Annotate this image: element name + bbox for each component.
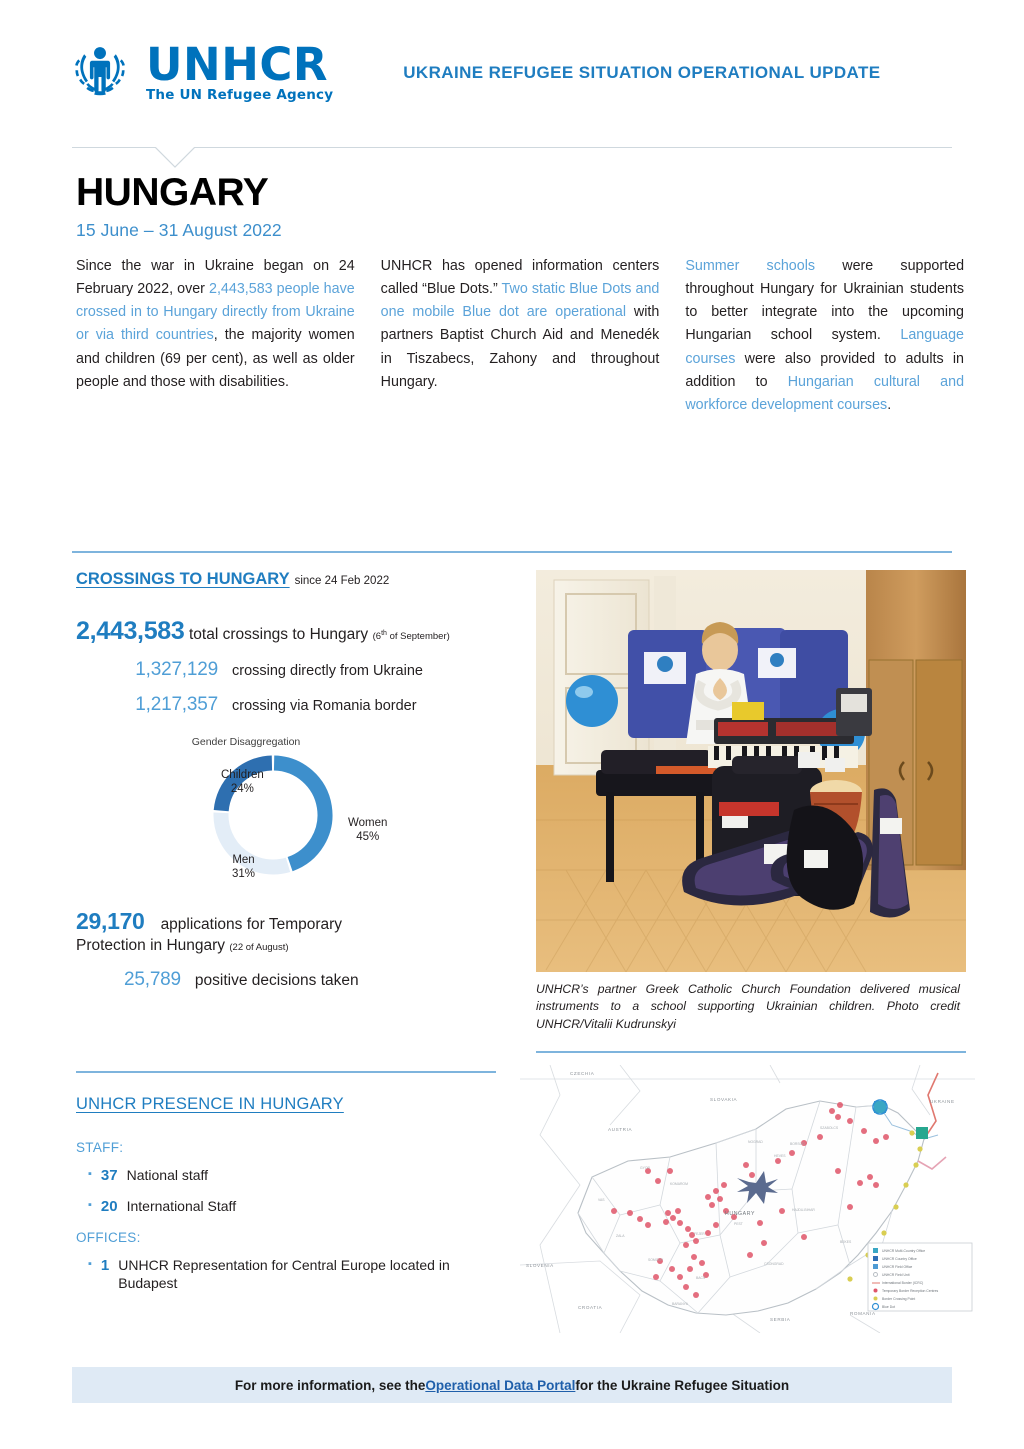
tp-applications-asof: (22 of August)	[229, 942, 289, 953]
intro-highlight-run: Summer schools	[685, 258, 816, 274]
tp-applications-label: applications for Temporary	[160, 916, 343, 933]
presence-divider	[76, 1071, 496, 1073]
intro-text-run: were supported throughout Hungary for Ukrainian students to better integrate into the upcoming Hungarian school system.	[685, 258, 965, 344]
temporary-protection-block	[76, 908, 496, 991]
section-divider-right	[536, 1051, 966, 1053]
svg-text:HUNGARY: HUNGARY	[725, 1210, 756, 1217]
donut-label-children: Children 24%	[221, 769, 264, 796]
tp-decisions-value: 25,789	[124, 969, 181, 990]
svg-text:Border Crossing Point: Border Crossing Point	[882, 1296, 916, 1301]
intro-highlight-run: Hungarian cultural and workforce development courses	[685, 373, 965, 413]
map-illustration	[520, 1065, 975, 1333]
header-divider	[72, 147, 952, 148]
intro-column-3	[685, 255, 964, 417]
crossings-romania-value: 1,217,357	[135, 694, 218, 715]
title-block	[0, 145, 1024, 241]
svg-text:CSONGRAD: CSONGRAD	[764, 1261, 784, 1266]
operational-data-portal-link[interactable]: Operational Data Portal	[425, 1377, 576, 1393]
intro-highlight-run: Language courses	[685, 327, 965, 367]
donut-label-men: Men 31%	[232, 854, 256, 881]
intro-text-run: Since the war in Ukraine began on 24 February 2022, over	[76, 258, 355, 298]
bullet-icon: ▪	[88, 1257, 92, 1270]
donut-label-women: Women 45%	[348, 817, 388, 844]
musical-instruments-donation-photo	[536, 570, 966, 972]
svg-text:BARANYA: BARANYA	[672, 1301, 688, 1306]
svg-text:UNHCR Multi-Country Office: UNHCR Multi-Country Office	[882, 1248, 926, 1253]
offices-label: UNHCR Representation for Central Europe located in Budapest	[118, 1256, 450, 1292]
crossings-heading-row	[76, 570, 496, 589]
crossings-romania-label: crossing via Romania border	[232, 698, 417, 714]
offices-group-label: OFFICES:	[76, 1229, 141, 1245]
total-crossings-asof: (6th of September)	[372, 629, 450, 642]
crossings-heading: CROSSINGS TO HUNGARY	[76, 570, 290, 588]
svg-text:ZALA: ZALA	[616, 1233, 625, 1238]
svg-text:CZECHIA: CZECHIA	[570, 1070, 595, 1076]
footer-pre-text: For more information, see the	[234, 1377, 426, 1393]
international-staff-count: 20	[100, 1198, 118, 1216]
svg-text:GYOR: GYOR	[640, 1165, 650, 1170]
list-item	[76, 1256, 526, 1294]
unhcr-hands-laurel-logo-icon	[64, 36, 136, 110]
svg-text:UNHCR Country Office: UNHCR Country Office	[882, 1256, 917, 1261]
intro-column-2	[381, 255, 660, 417]
page-header	[0, 0, 1024, 145]
svg-text:SERBIA: SERBIA	[770, 1316, 791, 1322]
footer-post-text: for the Ukraine Refugee Situation	[575, 1377, 790, 1393]
svg-text:SOMOGY: SOMOGY	[648, 1257, 664, 1262]
logo-tagline: The UN Refugee Agency	[146, 87, 334, 104]
page-header-title: UKRAINE REFUGEE SITUATION OPERATIONAL UPDATE	[403, 62, 881, 82]
photo-caption: UNHCR’s partner Greek Catholic Church Foundation delivered musical instruments to a school supporting Ukrainian children. Photo credit UNHCR/Vitalii Kudrunskyi	[536, 982, 960, 1031]
reporting-period: 15 June – 31 August 2022	[76, 220, 282, 240]
intro-text-run: were also provided to adults in addition to	[685, 350, 965, 390]
svg-text:ROMANIA: ROMANIA	[850, 1310, 876, 1316]
intro-highlight-run: 2,443,583 people have crossed in to Hungary directly from Ukraine or via third countries	[76, 281, 355, 344]
intro-highlight-run: Two static Blue Dots and one mobile Blue dot are operational	[380, 281, 660, 321]
international-staff-label: International Staff	[126, 1198, 237, 1215]
presence-heading: UNHCR PRESENCE IN HUNGARY	[76, 1095, 344, 1113]
svg-text:PEST: PEST	[734, 1221, 743, 1226]
svg-text:BEKES: BEKES	[840, 1239, 852, 1244]
donut-segment-women	[274, 763, 325, 864]
svg-text:UNHCR Field Unit: UNHCR Field Unit	[882, 1272, 910, 1277]
svg-text:UNHCR Field Office: UNHCR Field Office	[882, 1264, 913, 1269]
intro-text-run: UNHCR has opened information centers called “Blue Dots.”	[380, 258, 660, 298]
offices-count: 1	[100, 1256, 110, 1274]
crossings-heading-sub: since 24 Feb 2022	[294, 575, 390, 587]
crossings-direct-label: crossing directly from Ukraine	[232, 663, 423, 679]
section-divider-top	[72, 551, 952, 553]
svg-text:Temporary Border Reception Cen: Temporary Border Reception Centres	[882, 1288, 939, 1293]
crossings-breakdown-row	[76, 659, 496, 681]
bullet-icon: ▪	[88, 1168, 92, 1180]
svg-text:SLOVENIA: SLOVENIA	[526, 1262, 554, 1268]
svg-text:BACS: BACS	[696, 1275, 706, 1280]
crossings-direct-value: 1,327,129	[135, 659, 218, 680]
unhcr-logo	[64, 36, 333, 110]
svg-text:FEJER: FEJER	[694, 1231, 705, 1236]
page-footer	[72, 1367, 952, 1403]
total-crossings-row	[76, 617, 496, 646]
svg-text:SZABOLCS: SZABOLCS	[820, 1125, 839, 1130]
list-item	[76, 1197, 526, 1217]
svg-text:HAJDU-BIHAR: HAJDU-BIHAR	[792, 1207, 815, 1212]
hungary-unhcr-presence-map	[520, 1065, 975, 1333]
total-crossings-label: total crossings to Hungary	[188, 626, 369, 643]
photo-illustration	[536, 570, 966, 972]
national-staff-count: 37	[100, 1167, 118, 1184]
svg-text:KOMAROM: KOMAROM	[670, 1181, 688, 1186]
map-legend	[868, 1243, 972, 1311]
media-column	[526, 570, 975, 1333]
svg-text:AUSTRIA: AUSTRIA	[608, 1126, 633, 1132]
svg-text:HEVES: HEVES	[774, 1153, 786, 1158]
svg-text:International Border (ICRC): International Border (ICRC)	[882, 1280, 924, 1285]
total-crossings-value: 2,443,583	[76, 617, 185, 645]
unhcr-presence-section	[76, 1095, 526, 1293]
svg-text:UKRAINE: UKRAINE	[930, 1098, 955, 1104]
svg-text:NOGRAD: NOGRAD	[748, 1139, 763, 1144]
intro-column-1	[76, 255, 355, 417]
header-notch-icon	[155, 147, 195, 169]
tp-applications-value: 29,170	[76, 908, 145, 934]
bullet-icon: ▪	[88, 1199, 92, 1212]
svg-text:VAS: VAS	[598, 1197, 605, 1202]
intro-text-run: with partners Baptist Church Aid and Menedék in Tiszabecs, Zahony and throughout Hungary.	[380, 304, 660, 390]
svg-text:Blue Dot: Blue Dot	[882, 1304, 896, 1309]
intro-text-run: .	[887, 396, 892, 413]
national-staff-label: National staff	[126, 1167, 209, 1183]
svg-text:BORSOD: BORSOD	[790, 1141, 805, 1146]
tp-applications-label2: Protection in Hungary	[76, 937, 226, 954]
svg-text:CROATIA: CROATIA	[578, 1304, 603, 1310]
gender-disaggregation-donut-chart	[76, 750, 496, 890]
logo-wordmark: UNHCR	[146, 38, 329, 92]
intro-columns	[0, 241, 1024, 417]
tp-decisions-label: positive decisions taken	[194, 972, 359, 989]
list-item	[76, 1166, 526, 1186]
crossings-breakdown-row	[76, 694, 496, 716]
gender-chart-title: Gender Disaggregation	[191, 736, 301, 748]
svg-text:SLOVAKIA: SLOVAKIA	[710, 1096, 738, 1102]
intro-text-run: , the majority women and children (69 per cent), as well as older people and those with disabilities.	[76, 327, 355, 390]
staff-group-label: STAFF:	[76, 1140, 124, 1155]
page-title: HUNGARY	[76, 171, 269, 214]
